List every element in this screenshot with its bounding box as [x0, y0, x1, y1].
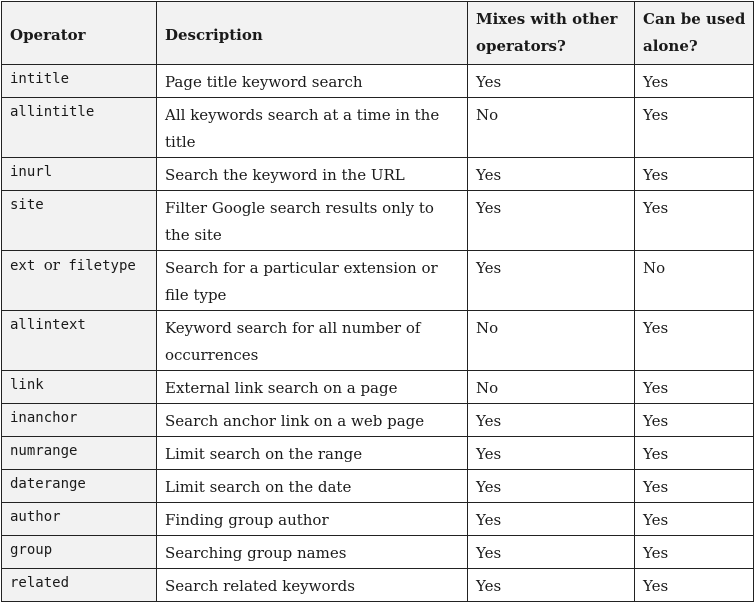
- operator-or: or: [43, 256, 60, 274]
- table-row: [2, 437, 754, 470]
- table-row: [2, 404, 754, 437]
- operator-cell: numrange: [2, 437, 157, 470]
- mixes-cell: Yes: [468, 191, 635, 251]
- mixes-cell: Yes: [468, 569, 635, 602]
- operator-ext: ext: [10, 258, 36, 274]
- alone-cell: Yes: [635, 191, 754, 251]
- alone-cell: Yes: [635, 536, 754, 569]
- header-operator: Operator: [2, 2, 157, 65]
- table-row: [2, 569, 754, 602]
- header-description: Description: [157, 2, 468, 65]
- table-row: [2, 470, 754, 503]
- alone-cell: Yes: [635, 158, 754, 191]
- alone-cell: Yes: [635, 503, 754, 536]
- operator-cell: daterange: [2, 470, 157, 503]
- operator-filetype: filetype: [68, 258, 136, 274]
- operator-cell: [2, 251, 157, 311]
- description-cell: Search for a particular extension or file type: [157, 251, 468, 311]
- header-row: [2, 2, 754, 65]
- operator-cell: inurl: [2, 158, 157, 191]
- description-cell: Search the keyword in the URL: [157, 158, 468, 191]
- table-row: [2, 98, 754, 158]
- alone-cell: Yes: [635, 311, 754, 371]
- table-row: [2, 503, 754, 536]
- description-cell: External link search on a page: [157, 371, 468, 404]
- mixes-cell: Yes: [468, 470, 635, 503]
- description-cell: Finding group author: [157, 503, 468, 536]
- header-mixes: Mixes with other operators?: [468, 2, 635, 65]
- table-row: [2, 311, 754, 371]
- mixes-cell: Yes: [468, 503, 635, 536]
- operator-cell: inanchor: [2, 404, 157, 437]
- description-cell: Search related keywords: [157, 569, 468, 602]
- mixes-cell: Yes: [468, 536, 635, 569]
- operator-cell: link: [2, 371, 157, 404]
- alone-cell: Yes: [635, 569, 754, 602]
- table-row: [2, 65, 754, 98]
- table-row: [2, 371, 754, 404]
- alone-cell: Yes: [635, 65, 754, 98]
- description-cell: Page title keyword search: [157, 65, 468, 98]
- operator-cell: allintext: [2, 311, 157, 371]
- table-row: [2, 536, 754, 569]
- operator-cell: allintitle: [2, 98, 157, 158]
- mixes-cell: Yes: [468, 158, 635, 191]
- operator-cell: intitle: [2, 65, 157, 98]
- mixes-cell: Yes: [468, 404, 635, 437]
- table-row: [2, 251, 754, 311]
- alone-cell: Yes: [635, 98, 754, 158]
- mixes-cell: Yes: [468, 65, 635, 98]
- description-cell: Search anchor link on a web page: [157, 404, 468, 437]
- operators-table: [1, 1, 754, 602]
- description-cell: Limit search on the date: [157, 470, 468, 503]
- operator-cell: related: [2, 569, 157, 602]
- header-alone: Can be used alone?: [635, 2, 754, 65]
- mixes-cell: No: [468, 98, 635, 158]
- mixes-cell: Yes: [468, 251, 635, 311]
- operator-cell: author: [2, 503, 157, 536]
- description-cell: Limit search on the range: [157, 437, 468, 470]
- mixes-cell: No: [468, 371, 635, 404]
- description-cell: Keyword search for all number of occurrences: [157, 311, 468, 371]
- description-cell: Searching group names: [157, 536, 468, 569]
- alone-cell: Yes: [635, 437, 754, 470]
- alone-cell: No: [635, 251, 754, 311]
- operator-cell: site: [2, 191, 157, 251]
- mixes-cell: Yes: [468, 437, 635, 470]
- alone-cell: Yes: [635, 470, 754, 503]
- table-row: [2, 158, 754, 191]
- operator-cell: group: [2, 536, 157, 569]
- table-row: [2, 191, 754, 251]
- description-cell: All keywords search at a time in the title: [157, 98, 468, 158]
- alone-cell: Yes: [635, 371, 754, 404]
- mixes-cell: No: [468, 311, 635, 371]
- description-cell: Filter Google search results only to the site: [157, 191, 468, 251]
- alone-cell: Yes: [635, 404, 754, 437]
